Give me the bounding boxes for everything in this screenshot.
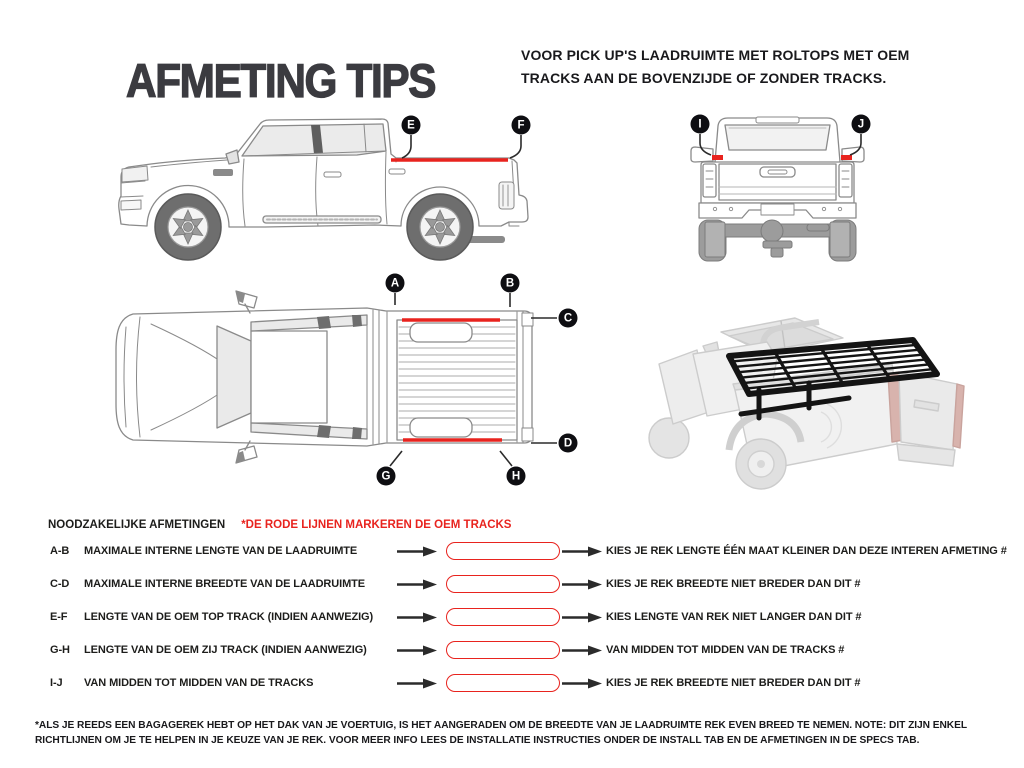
row-advice-label: KIES JE REK BREEDTE NIET BREDER DAN DIT # (606, 578, 861, 590)
marker-a: A (386, 274, 405, 293)
table-row-gh (0, 640, 1024, 661)
arrow-right-icon (562, 645, 602, 656)
marker-g: G (377, 467, 396, 486)
arrow-right-icon (562, 612, 602, 623)
marker-b: B (501, 274, 520, 293)
rack-render-art (645, 292, 1024, 502)
measure-input-ef[interactable] (446, 608, 560, 626)
rack-render-3d (645, 292, 1024, 502)
front-wheel-icon (155, 194, 221, 260)
arrow-right-icon (562, 678, 602, 689)
measure-input-ab[interactable] (446, 542, 560, 560)
table-heading-label: NOODZAKELIJKE AFMETINGEN (48, 519, 226, 531)
marker-leader-lines (402, 135, 521, 158)
measure-input-gh[interactable] (446, 641, 560, 659)
row-advice-label: KIES JE REK BREEDTE NIET BREDER DAN DIT # (606, 677, 861, 689)
row-measure-label: LENGTE VAN DE OEM TOP TRACK (INDIEN AANWEZIG) (84, 611, 374, 623)
row-measure-label: VAN MIDDEN TOT MIDDEN VAN DE TRACKS (84, 677, 314, 689)
table-row-cd (0, 574, 1024, 595)
row-measure-label: MAXIMALE INTERNE BREEDTE VAN DE LAADRUIMTE (84, 578, 365, 590)
arrow-right-icon (562, 546, 602, 557)
marker-e: E (402, 116, 421, 135)
marker-d: D (559, 434, 578, 453)
table-row-ij (0, 673, 1024, 694)
row-code: A-B (50, 545, 70, 557)
row-measure-label: LENGTE VAN DE OEM ZIJ TRACK (INDIEN AANWEZIG) (84, 644, 367, 656)
row-advice-label: KIES LENGTE VAN REK NIET LANGER DAN DIT # (606, 611, 862, 623)
marker-h: H (507, 467, 526, 486)
oem-track-red-mark-left (712, 155, 723, 160)
row-code: C-D (50, 578, 70, 590)
row-measure-label: MAXIMALE INTERNE LENGTE VAN DE LAADRUIMTE (84, 545, 358, 557)
arrow-right-icon (397, 645, 437, 656)
arrow-right-icon (397, 678, 437, 689)
arrow-right-icon (397, 612, 437, 623)
oem-track-red-mark-right (841, 155, 852, 160)
page-subtitle: VOOR PICK UP'S LAADRUIMTE MET ROLTOPS MET OEM TRACKS AAN DE BOVENZIJDE OF ZONDER TRACKS. (521, 47, 910, 86)
marker-f: F (512, 116, 531, 135)
table-heading (48, 519, 511, 531)
row-advice-label: VAN MIDDEN TOT MIDDEN VAN DE TRACKS # (606, 644, 845, 656)
top-view-truck-art (105, 270, 585, 485)
table-row-ab (0, 541, 1024, 562)
marker-c: C (559, 309, 578, 328)
table-row-ef (0, 607, 1024, 628)
marker-i: I (691, 115, 710, 134)
page-title: AFMETING TIPS (126, 54, 436, 108)
marker-j: J (852, 115, 871, 134)
row-code: G-H (50, 644, 70, 656)
row-code: I-J (50, 677, 63, 689)
arrow-right-icon (397, 546, 437, 557)
measure-input-cd[interactable] (446, 575, 560, 593)
arrow-right-icon (562, 579, 602, 590)
side-view-diagram (105, 105, 555, 265)
row-advice-label: KIES JE REK LENGTE ÉÉN MAAT KLEINER DAN DEZE INTEREN AFMETING # (606, 545, 1007, 557)
side-view-truck-art (105, 105, 555, 265)
red-lines-note: *DE RODE LIJNEN MARKEREN DE OEM TRACKS (241, 519, 512, 531)
top-view-diagram (105, 270, 585, 485)
arrow-right-icon (397, 579, 437, 590)
measure-input-ij[interactable] (446, 674, 560, 692)
footnote: *ALS JE REEDS EEN BAGAGEREK HEBT OP HET DAK VAN JE VOERTUIG, IS HET AANGERADEN OM DE BREEDTE VAN JE LAADRUIMTE REK EVEN BREED TE NEMEN. NOTE: DIT ZIJN ENKEL RICHTLIJNEN OM JE TE HELPEN IN JE KEUZE VAN JE REK. VOOR MEER INFO LEES DE INSTALLATIE INSTRUCTIES ONDER DE INSTALL TAB EN DE AFMETINGEN IN DE SPECS TAB. (35, 720, 967, 747)
row-code: E-F (50, 611, 68, 623)
rear-wheel-icon (407, 194, 473, 260)
